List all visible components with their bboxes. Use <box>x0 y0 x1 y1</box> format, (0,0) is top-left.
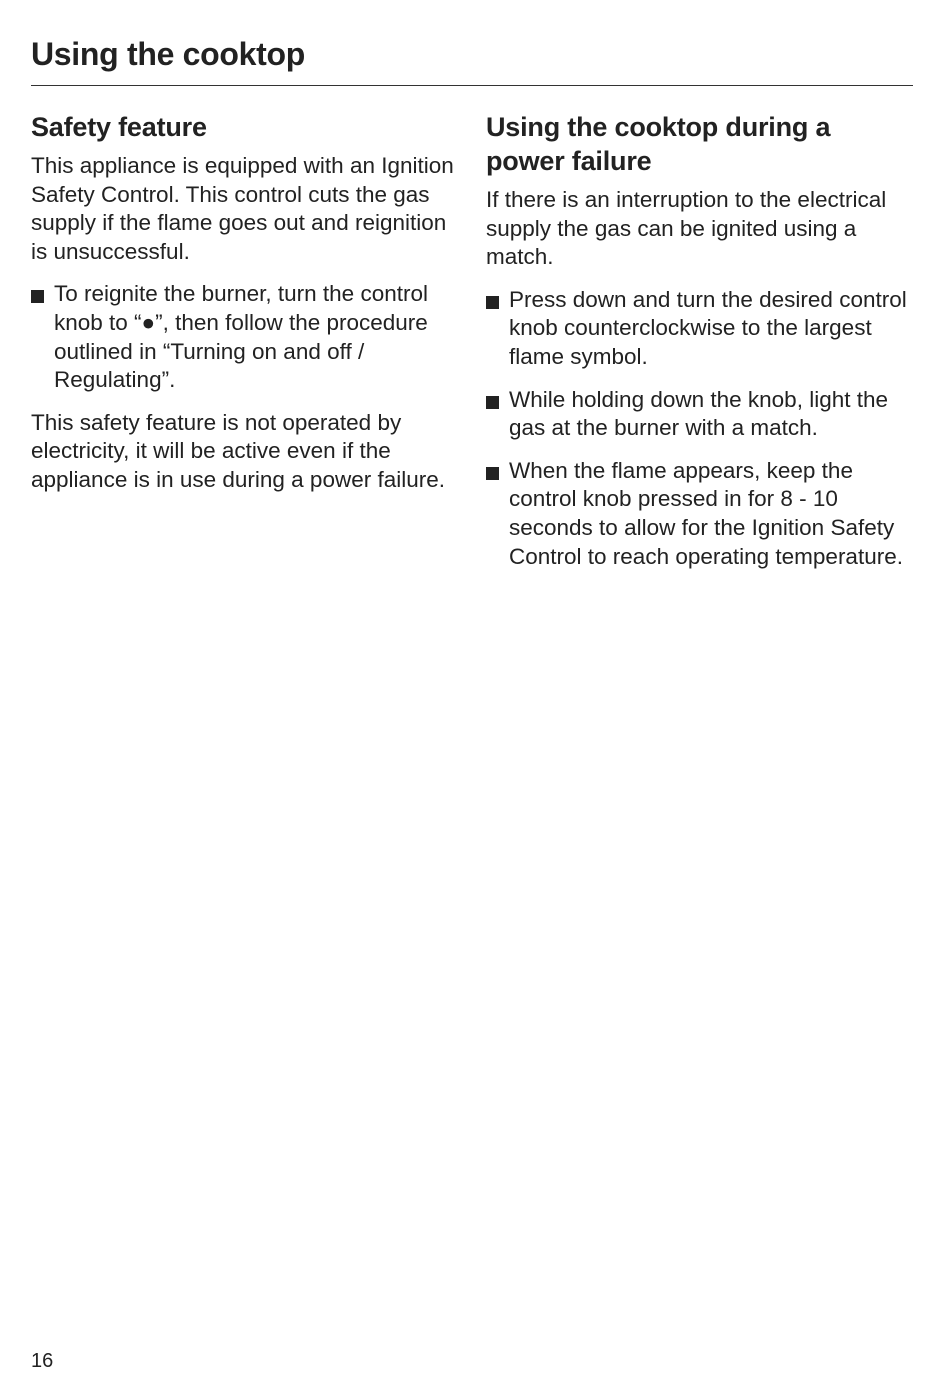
list-item <box>31 280 461 394</box>
section-heading-safety-feature: Safety feature <box>31 112 207 142</box>
list-item-text: Press down and turn the desired control knob counterclockwise to the largest flame symbol. <box>509 286 907 369</box>
power-failure-intro: If there is an interruption to the electrical supply the gas can be ignited using a match. <box>486 187 887 270</box>
list-item <box>486 286 916 372</box>
title-divider <box>31 85 913 86</box>
safety-feature-list <box>31 280 461 394</box>
safety-feature-closing: This safety feature is not operated by electricity, it will be active even if the appliance is in use during a power failure. <box>31 409 445 492</box>
power-failure-steps <box>486 286 916 571</box>
list-item-text: While holding down the knob, light the gas at the burner with a match. <box>509 386 888 441</box>
square-bullet-icon <box>31 290 44 303</box>
square-bullet-icon <box>486 296 499 309</box>
square-bullet-icon <box>486 467 499 480</box>
safety-feature-intro: This appliance is equipped with an Ignition Safety Control. This control cuts the gas supply if the flame goes out and reignition is unsuccessful. <box>31 153 454 264</box>
section-heading-power-failure: Using the cooktop during a power failure <box>486 112 831 176</box>
list-item <box>486 386 916 443</box>
list-item <box>486 457 916 571</box>
square-bullet-icon <box>486 396 499 409</box>
page-title: Using the cooktop <box>31 36 306 72</box>
list-item-text: When the flame appears, keep the control knob pressed in for 8 - 10 seconds to allow for the Ignition Safety Control to reach operating temperature. <box>509 457 903 569</box>
list-item-text: To reignite the burner, turn the control knob to “●”, then follow the procedure outlined in “Turning on and off / Regulating”. <box>54 281 428 393</box>
page-number: 16 <box>31 1350 54 1372</box>
power-failure-section <box>486 110 916 585</box>
safety-feature-section <box>31 110 461 509</box>
